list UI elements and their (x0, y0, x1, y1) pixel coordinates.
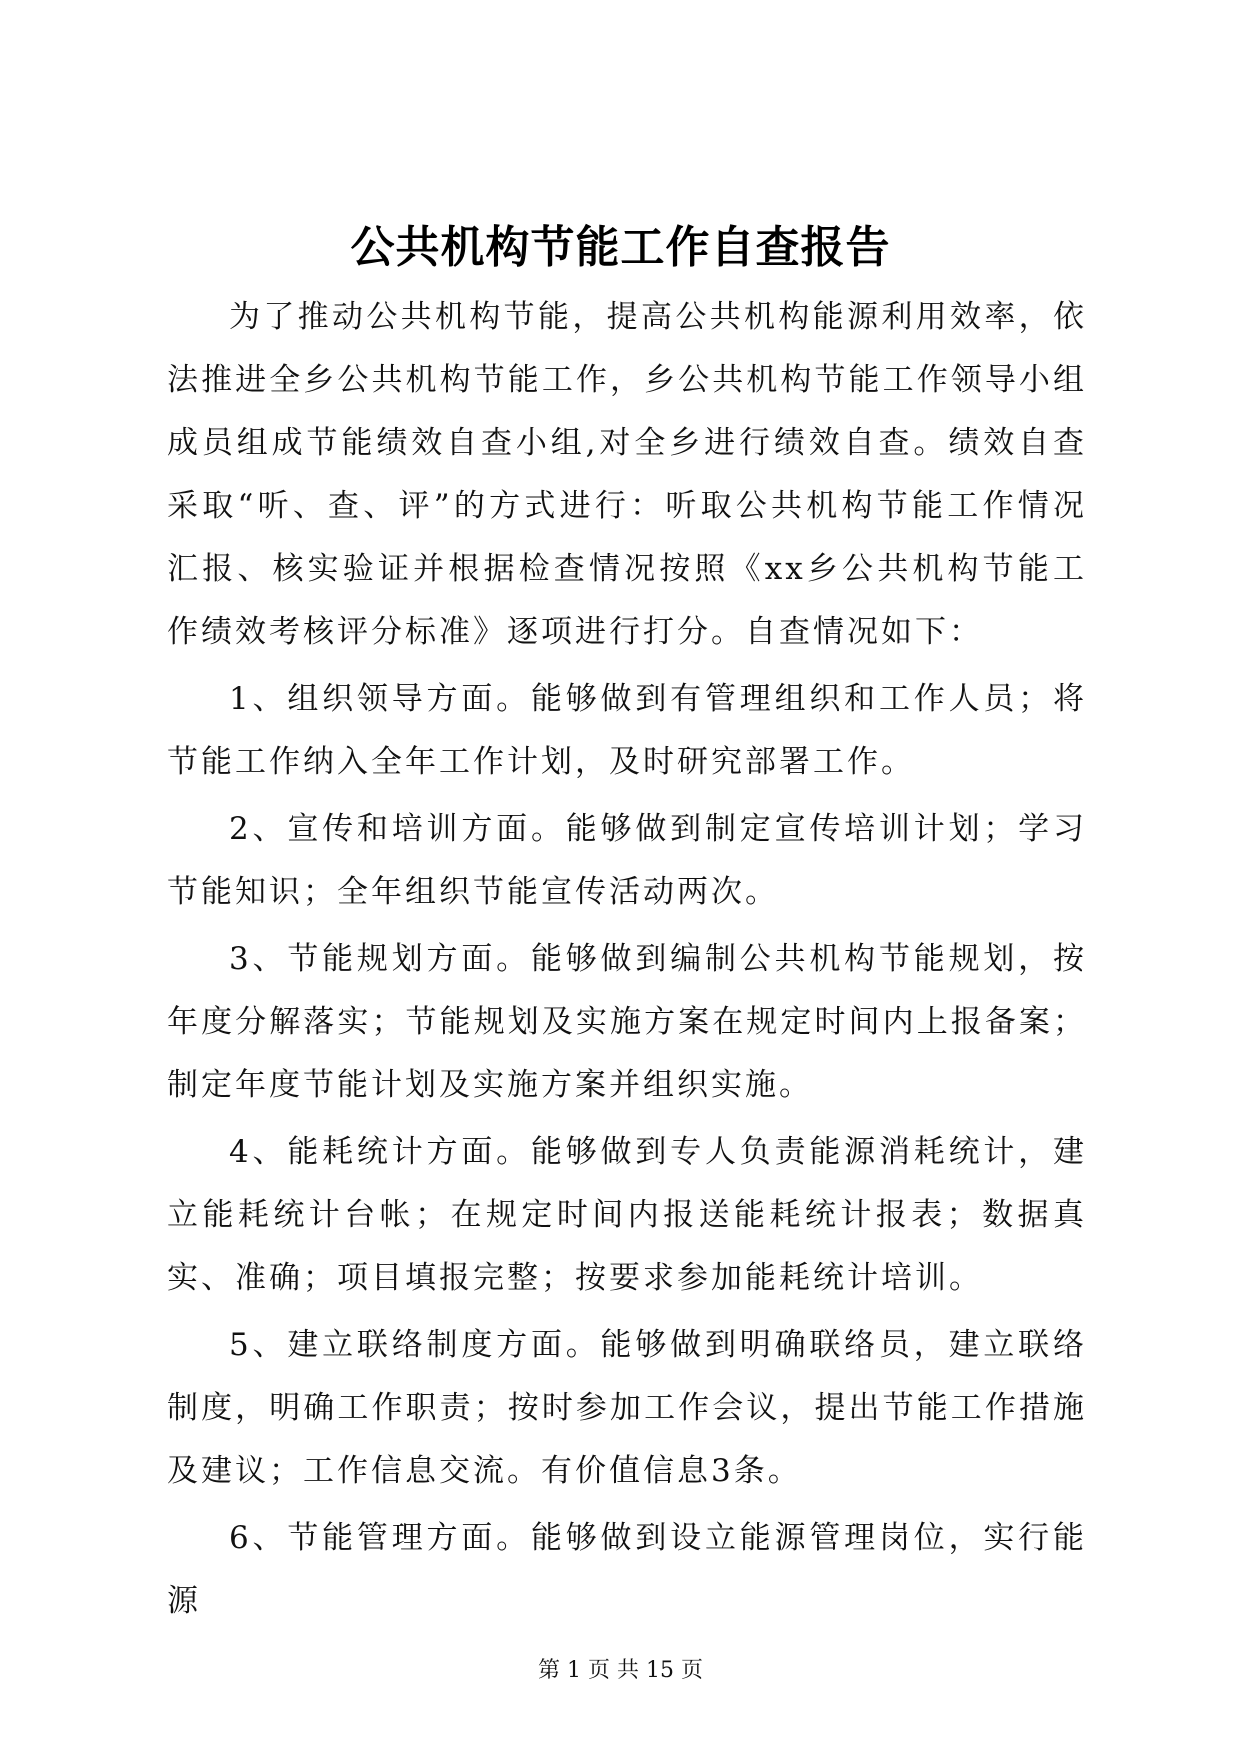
paragraph-item-1: 1、组织领导方面。能够做到有管理组织和工作人员；将节能工作纳入全年工作计划，及时研究部署工作。 (167, 681, 1087, 780)
page-footer: 第 1 页 共 15 页 (538, 1658, 703, 1683)
document-body (167, 286, 1087, 1637)
paragraph-item-3: 3、节能规划方面。能够做到编制公共机构节能规划，按年度分解落实；节能规划及实施方案在规定时间内上报备案；制定年度节能计划及实施方案并组织实施。 (167, 941, 1087, 1103)
paragraph-item-2: 2、宣传和培训方面。能够做到制定宣传培训计划；学习节能知识；全年组织节能宣传活动两次。 (167, 811, 1087, 910)
paragraph-item-4: 4、能耗统计方面。能够做到专人负责能源消耗统计，建立能耗统计台帐；在规定时间内报送能耗统计报表；数据真实、准确；项目填报完整；按要求参加能耗统计培训。 (167, 1134, 1087, 1296)
document-title: 公共机构节能工作自查报告 (350, 222, 891, 273)
paragraph-item-6: 6、节能管理方面。能够做到设立能源管理岗位，实行能源 (167, 1520, 1087, 1619)
paragraph-item-5: 5、建立联络制度方面。能够做到明确联络员，建立联络制度，明确工作职责；按时参加工作会议，提出节能工作措施及建议；工作信息交流。有价值信息3条。 (167, 1327, 1087, 1489)
paragraph-intro: 为了推动公共机构节能，提高公共机构能源利用效率，依法推进全乡公共机构节能工作，乡公共机构节能工作领导小组成员组成节能绩效自查小组,对全乡进行绩效自查。绩效自查采取“听、查、评”的方式进行：听取公共机构节能工作情况汇报、核实验证并根据检查情况按照《xx乡公共机构节能工作绩效考核评分标准》逐项进行打分。自查情况如下： (167, 299, 1087, 650)
